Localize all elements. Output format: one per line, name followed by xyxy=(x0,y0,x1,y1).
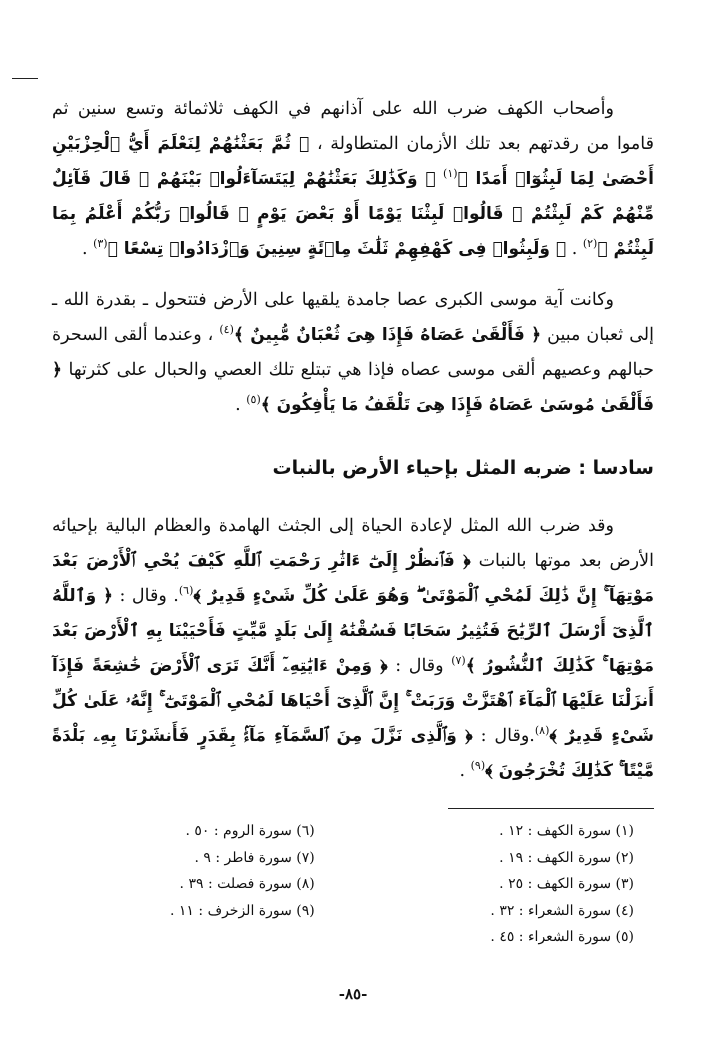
footnotes-left-column xyxy=(170,818,315,951)
footnote-item: (٣) سورة الكهف : ٢٥ . xyxy=(499,876,634,892)
body-text: وقال : xyxy=(387,656,452,676)
footnotes xyxy=(170,818,634,951)
footnote-item: (٩) سورة الزخرف : ١١ . xyxy=(170,902,315,919)
footnote-ref: (٧) xyxy=(451,654,466,668)
quran-verse: ﴿ فَٱنظُرْ إِلَىٰٓ ءَاثَٰرِ رَحْمَتِ ٱللَّهِ كَيْفَ يُحْىِ ٱلْأَرْضَ بَعْدَ مَوْتِهَآ ۚ إِنَّ ذَٰلِكَ لَمُحْىِ ٱلْمَوْتَىٰ ۖ وَهُوَ عَلَىٰ كُلِّ شَىْءٍ قَدِيرٌ ﴾ xyxy=(52,551,654,606)
body-text: . وقال : xyxy=(113,586,179,606)
body-text: وأصحاب الكهف ضرب الله على آذانهم في الكهف ثلاثمائة وتسع سنين ثم قاموا من رقدتهم بعد تلك الأزمان المتطاولة ، xyxy=(52,99,654,154)
body-text: . xyxy=(459,761,471,781)
main-text xyxy=(52,92,654,789)
paragraph-people-of-the-cave xyxy=(52,92,654,267)
quran-verse: ﴿ وَٱلَّذِى نَزَّلَ مِنَ ٱلسَّمَآءِ مَآءًۢ بِقَدَرٍ فَأَنشَرْنَا بِهِۦ بَلْدَةً مَّيْتًا ۚ كَذَٰلِكَ تُخْرَجُونَ ﴾ xyxy=(52,726,654,781)
footnote-item: (١) سورة الكهف : ١٢ . xyxy=(499,823,634,839)
footnote-item: (٥) سورة الشعراء : ٤٥ . xyxy=(490,929,634,945)
section-heading: سادسا : ضربه المثل بإحياء الأرض بالنبات xyxy=(272,457,654,479)
quran-verse: ﴿ فَأَلْقَىٰ مُوسَىٰ عَصَاهُ فَإِذَا هِىَ تَلْقَفُ مَا يَأْفِكُونَ ﴾ xyxy=(52,360,654,415)
page-number: -٨٥- xyxy=(338,985,368,1003)
body-text: .وقال : xyxy=(472,726,535,746)
footnote-item: (٨) سورة فصلت : ٣٩ . xyxy=(179,876,315,892)
quran-verse: ﴿ وَلَبِثُوا۟ فِى كَهْفِهِمْ ثَلَٰثَ مِا۟ئَةٍ سِنِينَ وَٱزْدَادُوا۟ تِسْعًا ﴾ xyxy=(107,239,567,259)
quran-verse: ﴿ وَمِنْ ءَايَٰتِهِۦٓ أَنَّكَ تَرَى ٱلْأَرْضَ خَٰشِعَةً فَإِذَآ أَنزَلْنَا عَلَيْهَا ٱلْمَآءَ ٱهْتَزَّتْ وَرَبَتْ ۚ إِنَّ ٱلَّذِىٓ أَحْيَاهَا لَمُحْىِ ٱلْمَوْتَىٰٓ ۚ إِنَّهُۥ عَلَىٰ كُلِّ شَىْءٍ قَدِيرٌ ﴾ xyxy=(52,656,654,746)
footnote-ref: (٤) xyxy=(219,323,234,337)
body-text: . xyxy=(235,395,247,415)
footnote-ref: (١) xyxy=(443,167,458,181)
body-text: . xyxy=(81,239,94,259)
footnote-item: (٦) سورة الروم : ٥٠ . xyxy=(185,823,315,839)
body-text: ، وعندما ألقى السحرة حبالهم وعصيهم ألقى موسى عصاه فإذا هي تبتلع تلك العصي والحبال على كثرتها xyxy=(52,325,654,380)
footnotes-right-column xyxy=(490,818,634,951)
body-text: . xyxy=(566,239,583,259)
footnote-ref: (٣) xyxy=(93,237,108,251)
quran-verse: ﴿ ثُمَّ بَعَثْنَٰهُمْ لِنَعْلَمَ أَيُّ ٱلْحِزْبَيْنِ أَحْصَىٰ لِمَا لَبِثُوٓا۟ أَمَدًا ﴾ xyxy=(52,134,654,189)
footnote-ref: (٦) xyxy=(178,584,194,598)
quran-verse: ﴿ فَأَلْقَىٰ عَصَاهُ فَإِذَا هِىَ ثُعْبَانٌ مُّبِينٌ ﴾ xyxy=(233,325,542,345)
footnote-separator xyxy=(448,808,654,809)
margin-mark xyxy=(12,78,38,79)
body-text: وقد ضرب الله المثل لإعادة الحياة إلى الجثث الهامدة والعظام البالية بإحيائه الأرض بعد موتها بالنبات xyxy=(52,516,654,571)
footnote-item: (٤) سورة الشعراء : ٣٢ . xyxy=(490,902,634,919)
footnote-ref: (٩) xyxy=(470,759,486,773)
quran-verse: ﴿ وَكَذَٰلِكَ بَعَثْنَٰهُمْ لِيَتَسَآءَلُوا۟ بَيْنَهُمْ ۚ قَالَ قَآئِلٌ مِّنْهُمْ كَمْ لَبِثْتُمْ ۖ قَالُوا۟ لَبِثْنَا يَوْمًا أَوْ بَعْضَ يَوْمٍ ۚ قَالُوا۟ رَبُّكُمْ أَعْلَمُ بِمَا لَبِثْتُمْ ﴾ xyxy=(52,169,654,259)
footnote-item: (٢) سورة الكهف : ١٩ . xyxy=(499,849,634,866)
footnote-ref: (٥) xyxy=(246,393,261,407)
paragraph-reviving-the-earth xyxy=(52,509,654,789)
footnote-item: (٧) سورة فاطر : ٩ . xyxy=(194,849,315,866)
body-text: وكانت آية موسى الكبرى عصا جامدة يلقيها على الأرض فتتحول ـ بقدرة الله ـ إلى ثعبان مبين xyxy=(52,290,654,345)
footnote-ref: (٢) xyxy=(582,237,598,251)
quran-verse: ﴿ وَٱللَّهُ ٱلَّذِىٓ أَرْسَلَ ٱلرِّيَٰحَ فَتُثِيرُ سَحَابًا فَسُقْنَٰهُ إِلَىٰ بَلَدٍ مَّيِّتٍ فَأَحْيَيْنَا بِهِ ٱلْأَرْضَ بَعْدَ مَوْتِهَا ۚ كَذَٰلِكَ ٱلنُّشُورُ ﴾ xyxy=(52,586,654,676)
footnote-ref: (٨) xyxy=(534,724,550,738)
body-text xyxy=(436,169,443,189)
paragraph-moses-staff xyxy=(52,283,654,423)
